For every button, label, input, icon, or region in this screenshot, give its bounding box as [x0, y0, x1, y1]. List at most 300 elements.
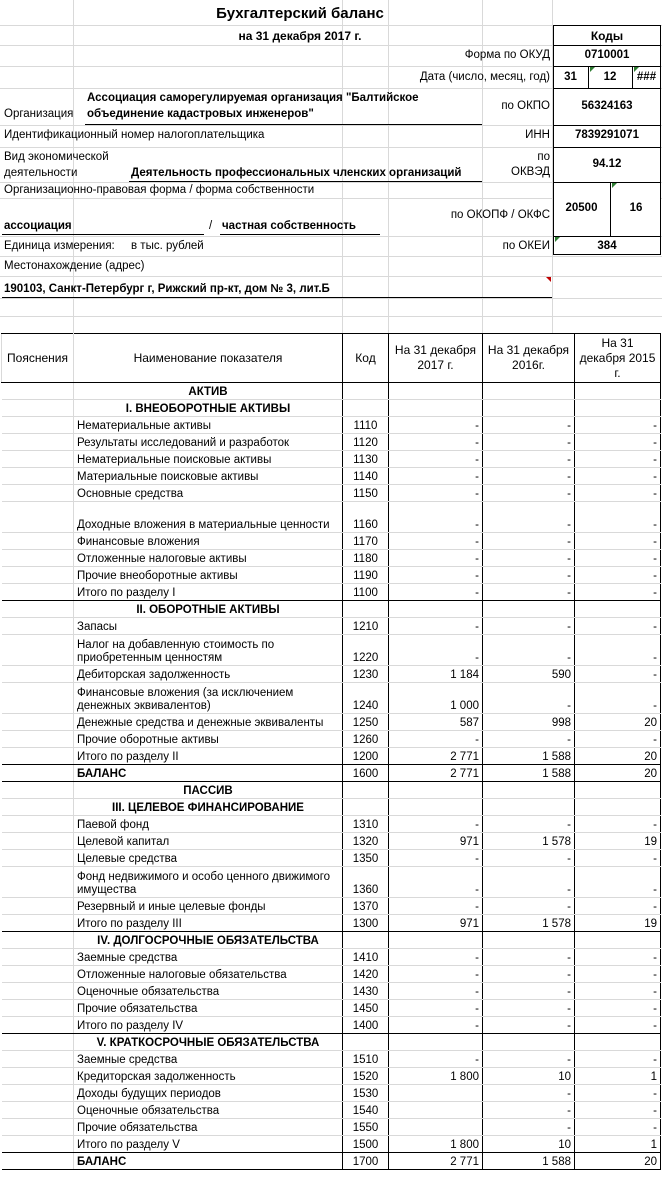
table-row — [2, 1051, 661, 1068]
report-date: на 31 декабря 2017 г. — [238, 29, 362, 43]
indicator-name: Налог на добавленную стоимость по приобретенным ценностям — [74, 635, 343, 666]
value-2017: - — [389, 434, 483, 451]
report-title: Бухгалтерский баланс — [216, 5, 384, 22]
table-row — [2, 683, 661, 714]
value-2017: - — [389, 635, 483, 666]
okei-value: 384 — [597, 240, 617, 252]
indicator-code: 1700 — [343, 1153, 389, 1170]
value-2015: - — [575, 1051, 661, 1068]
table-row — [2, 949, 661, 966]
section-header-row — [2, 932, 661, 949]
value-2017: 971 — [389, 915, 483, 932]
unit-value: в тыс. рублей — [131, 240, 204, 252]
col-header-notes: Пояснения — [2, 334, 74, 383]
notes-cell — [2, 816, 74, 833]
value-2016: - — [483, 816, 575, 833]
value-2016: - — [483, 1119, 575, 1136]
section-header-row — [2, 782, 661, 799]
indicator-code: 1420 — [343, 966, 389, 983]
value-2016: 998 — [483, 714, 575, 731]
table-row — [2, 867, 661, 898]
indicator-name: Резервный и иные целевые фонды — [74, 898, 343, 915]
code-cell — [343, 383, 389, 400]
value-2016: - — [483, 683, 575, 714]
value-2017: 1 184 — [389, 666, 483, 683]
indicator-name: Целевой капитал — [74, 833, 343, 850]
notes-cell — [2, 601, 74, 618]
date-year: ### — [636, 71, 657, 83]
indicator-name: Целевые средства — [74, 850, 343, 867]
indicator-name: Материальные поисковые активы — [74, 468, 343, 485]
indicator-code: 1190 — [343, 567, 389, 584]
value-2017: 2 771 — [389, 1153, 483, 1170]
value-2015: 1 — [575, 1068, 661, 1085]
indicator-code: 1520 — [343, 1068, 389, 1085]
indicator-code: 1540 — [343, 1102, 389, 1119]
value-2016: - — [483, 584, 575, 601]
table-row — [2, 417, 661, 434]
value-2016: - — [483, 451, 575, 468]
indicator-name: Доходные вложения в материальные ценности — [74, 502, 343, 533]
value-2015 — [575, 799, 661, 816]
value-2017: - — [389, 451, 483, 468]
value-2017 — [389, 400, 483, 417]
indicator-code: 1500 — [343, 1136, 389, 1153]
indicator-name: Итого по разделу I — [74, 584, 343, 601]
notes-cell — [2, 966, 74, 983]
section-header-row — [2, 383, 661, 400]
indicator-code: 1410 — [343, 949, 389, 966]
value-2017: - — [389, 731, 483, 748]
indicator-code: 1360 — [343, 867, 389, 898]
indicator-code: 1110 — [343, 417, 389, 434]
indicator-name: Заемные средства — [74, 1051, 343, 1068]
notes-cell — [2, 898, 74, 915]
value-2015: - — [575, 867, 661, 898]
ownership-value: частная собственность — [222, 220, 356, 232]
notes-cell — [2, 666, 74, 683]
total-row — [2, 765, 661, 782]
value-2017: - — [389, 502, 483, 533]
value-2017 — [389, 782, 483, 799]
value-2016 — [483, 782, 575, 799]
value-2015: - — [575, 618, 661, 635]
indicator-code: 1510 — [343, 1051, 389, 1068]
table-row — [2, 850, 661, 867]
value-2017 — [389, 1102, 483, 1119]
col-header-2017: На 31 декабря 2017 г. — [389, 334, 483, 383]
value-2017: - — [389, 1017, 483, 1034]
indicator-code: 1140 — [343, 468, 389, 485]
value-2017: - — [389, 485, 483, 502]
value-2016: - — [483, 434, 575, 451]
value-2017 — [389, 1034, 483, 1051]
value-2016: 1 588 — [483, 748, 575, 765]
notes-cell — [2, 468, 74, 485]
indicator-code: 1350 — [343, 850, 389, 867]
indicator-code: 1130 — [343, 451, 389, 468]
total-row — [2, 584, 661, 601]
value-2015: - — [575, 533, 661, 550]
okved-value: 94.12 — [592, 158, 622, 170]
indicator-name: БАЛАНС — [74, 765, 343, 782]
value-2016: - — [483, 1000, 575, 1017]
table-row — [2, 1085, 661, 1102]
value-2017: - — [389, 966, 483, 983]
indicator-code: 1170 — [343, 533, 389, 550]
indicator-name: Итого по разделу V — [74, 1136, 343, 1153]
value-2017 — [389, 1119, 483, 1136]
value-2016: - — [483, 468, 575, 485]
code-cell — [343, 601, 389, 618]
okved-label-line2: ОКВЭД — [511, 166, 550, 178]
value-2017: 1 800 — [389, 1068, 483, 1085]
col-header-2016: На 31 декабря 2016г. — [483, 334, 575, 383]
indicator-name: Доходы будущих периодов — [74, 1085, 343, 1102]
notes-cell — [2, 1000, 74, 1017]
activity-label-line1: Вид экономической — [4, 151, 109, 163]
inn-caption: Идентификационный номер налогоплательщика — [4, 129, 265, 141]
org-name-line1: Ассоциация саморегулируемая организация "Балтийское — [87, 92, 419, 104]
value-2015: 20 — [575, 748, 661, 765]
value-2017: 587 — [389, 714, 483, 731]
value-2016: - — [483, 567, 575, 584]
value-2017: - — [389, 850, 483, 867]
location-label: Местонахождение (адрес) — [4, 260, 145, 272]
indicator-code: 1100 — [343, 584, 389, 601]
notes-cell — [2, 782, 74, 799]
notes-cell — [2, 451, 74, 468]
indicator-name: Нематериальные активы — [74, 417, 343, 434]
value-2016: 590 — [483, 666, 575, 683]
indicator-name: Оценочные обязательства — [74, 983, 343, 1000]
notes-cell — [2, 1068, 74, 1085]
inn-label: ИНН — [525, 129, 550, 141]
value-2017: - — [389, 1000, 483, 1017]
value-2017 — [389, 1085, 483, 1102]
okud-label: Форма по ОКУД — [464, 49, 550, 61]
value-2017: 971 — [389, 833, 483, 850]
cell-note-marker — [546, 277, 551, 282]
notes-cell — [2, 502, 74, 533]
value-2016: - — [483, 1085, 575, 1102]
notes-cell — [2, 567, 74, 584]
value-2016: 1 588 — [483, 1153, 575, 1170]
codes-header: Коды — [590, 29, 624, 43]
value-2017: - — [389, 533, 483, 550]
value-2016 — [483, 601, 575, 618]
section-title: IV. ДОЛГОСРОЧНЫЕ ОБЯЗАТЕЛЬСТВА — [74, 932, 343, 949]
total-row — [2, 915, 661, 932]
section-header-row — [2, 400, 661, 417]
value-2016 — [483, 932, 575, 949]
section-title: V. КРАТКОСРОЧНЫЕ ОБЯЗАТЕЛЬСТВА — [74, 1034, 343, 1051]
code-cell — [343, 400, 389, 417]
notes-cell — [2, 550, 74, 567]
table-row — [2, 550, 661, 567]
value-2016: - — [483, 618, 575, 635]
notes-cell — [2, 1136, 74, 1153]
indicator-name: Запасы — [74, 618, 343, 635]
activity-label-line2: деятельности — [4, 167, 78, 179]
table-row — [2, 816, 661, 833]
date-month: 12 — [603, 71, 617, 83]
legal-form-caption: Организационно-правовая форма / форма собственности — [4, 184, 315, 196]
table-header-row — [2, 334, 661, 383]
indicator-name: БАЛАНС — [74, 1153, 343, 1170]
table-row — [2, 1102, 661, 1119]
balance-table — [1, 333, 661, 1170]
col-header-name: Наименование показателя — [74, 334, 343, 383]
notes-cell — [2, 683, 74, 714]
table-row — [2, 731, 661, 748]
indicator-name: Финансовые вложения (за исключением денежных эквивалентов) — [74, 683, 343, 714]
value-2015: - — [575, 666, 661, 683]
indicator-code: 1450 — [343, 1000, 389, 1017]
table-row — [2, 898, 661, 915]
value-2017: - — [389, 898, 483, 915]
code-cell — [343, 799, 389, 816]
cell-note-marker — [612, 183, 617, 188]
value-2015 — [575, 383, 661, 400]
notes-cell — [2, 949, 74, 966]
value-2016: - — [483, 850, 575, 867]
section-title: II. ОБОРОТНЫЕ АКТИВЫ — [74, 601, 343, 618]
value-2016: 1 578 — [483, 915, 575, 932]
value-2016 — [483, 383, 575, 400]
value-2016: - — [483, 983, 575, 1000]
section-header-row — [2, 799, 661, 816]
value-2017 — [389, 383, 483, 400]
value-2016: - — [483, 898, 575, 915]
indicator-name: Итого по разделу II — [74, 748, 343, 765]
notes-cell — [2, 400, 74, 417]
value-2015: - — [575, 898, 661, 915]
okopf-value: 20500 — [565, 202, 598, 214]
value-2017 — [389, 601, 483, 618]
indicator-code: 1250 — [343, 714, 389, 731]
table-row — [2, 983, 661, 1000]
total-row — [2, 1136, 661, 1153]
value-2017: 1 800 — [389, 1136, 483, 1153]
total-row — [2, 1017, 661, 1034]
okpo-label: по ОКПО — [501, 100, 550, 112]
value-2015: 20 — [575, 714, 661, 731]
section-title: ПАССИВ — [74, 782, 343, 799]
value-2016: - — [483, 485, 575, 502]
indicator-name: Денежные средства и денежные эквиваленты — [74, 714, 343, 731]
value-2017: - — [389, 567, 483, 584]
value-2016: - — [483, 731, 575, 748]
okved-label-line1: по — [537, 151, 550, 163]
value-2015: - — [575, 1119, 661, 1136]
value-2017: 2 771 — [389, 765, 483, 782]
value-2016: 1 578 — [483, 833, 575, 850]
notes-cell — [2, 748, 74, 765]
notes-cell — [2, 867, 74, 898]
indicator-code: 1120 — [343, 434, 389, 451]
indicator-name: Результаты исследований и разработок — [74, 434, 343, 451]
okei-label: по ОКЕИ — [502, 240, 550, 252]
value-2015: - — [575, 485, 661, 502]
org-label: Организация — [4, 108, 74, 120]
value-2017: - — [389, 949, 483, 966]
indicator-code: 1160 — [343, 502, 389, 533]
indicator-code: 1260 — [343, 731, 389, 748]
unit-label: Единица измерения: — [4, 240, 115, 252]
indicator-name: Заемные средства — [74, 949, 343, 966]
indicator-name: Отложенные налоговые активы — [74, 550, 343, 567]
value-2015: - — [575, 1017, 661, 1034]
table-row — [2, 451, 661, 468]
notes-cell — [2, 584, 74, 601]
value-2017: - — [389, 618, 483, 635]
value-2016: - — [483, 533, 575, 550]
indicator-code: 1430 — [343, 983, 389, 1000]
indicator-name: Основные средства — [74, 485, 343, 502]
table-row — [2, 833, 661, 850]
indicator-code: 1370 — [343, 898, 389, 915]
table-row — [2, 434, 661, 451]
value-2015 — [575, 400, 661, 417]
value-2015: - — [575, 966, 661, 983]
notes-cell — [2, 383, 74, 400]
notes-cell — [2, 1119, 74, 1136]
okpo-value: 56324163 — [581, 100, 633, 112]
indicator-code: 1180 — [343, 550, 389, 567]
value-2015: 1 — [575, 1136, 661, 1153]
value-2015: - — [575, 1000, 661, 1017]
value-2015: 19 — [575, 833, 661, 850]
indicator-code: 1230 — [343, 666, 389, 683]
indicator-code: 1400 — [343, 1017, 389, 1034]
value-2015 — [575, 1034, 661, 1051]
table-row — [2, 1119, 661, 1136]
legal-form-separator: / — [209, 220, 213, 232]
value-2017: - — [389, 468, 483, 485]
value-2017: 1 000 — [389, 683, 483, 714]
value-2016 — [483, 1034, 575, 1051]
value-2016: - — [483, 1102, 575, 1119]
notes-cell — [2, 1034, 74, 1051]
indicator-name: Прочие внеоборотные активы — [74, 567, 343, 584]
value-2017: - — [389, 1051, 483, 1068]
value-2015: - — [575, 983, 661, 1000]
value-2016 — [483, 799, 575, 816]
value-2015: - — [575, 502, 661, 533]
notes-cell — [2, 1102, 74, 1119]
value-2015: - — [575, 731, 661, 748]
notes-cell — [2, 714, 74, 731]
code-cell — [343, 932, 389, 949]
value-2017: 2 771 — [389, 748, 483, 765]
value-2015: - — [575, 567, 661, 584]
value-2016 — [483, 400, 575, 417]
notes-cell — [2, 1153, 74, 1170]
value-2015: - — [575, 451, 661, 468]
value-2016: - — [483, 417, 575, 434]
notes-cell — [2, 1017, 74, 1034]
indicator-code: 1220 — [343, 635, 389, 666]
activity-value: Деятельность профессиональных членских организаций — [131, 167, 462, 179]
value-2017: - — [389, 867, 483, 898]
section-title: III. ЦЕЛЕВОЕ ФИНАНСИРОВАНИЕ — [74, 799, 343, 816]
section-title: АКТИВ — [74, 383, 343, 400]
value-2015: - — [575, 468, 661, 485]
table-row — [2, 502, 661, 533]
table-row — [2, 666, 661, 683]
col-header-2015: На 31 декабря 2015 г. — [575, 334, 661, 383]
table-row — [2, 567, 661, 584]
value-2017: - — [389, 584, 483, 601]
org-name-line2: объединение кадастровых инженеров" — [87, 108, 314, 120]
indicator-code: 1240 — [343, 683, 389, 714]
value-2015: - — [575, 850, 661, 867]
indicator-name: Финансовые вложения — [74, 533, 343, 550]
value-2016: 10 — [483, 1136, 575, 1153]
notes-cell — [2, 915, 74, 932]
notes-cell — [2, 833, 74, 850]
okfs-value: 16 — [629, 202, 643, 214]
value-2015: - — [575, 949, 661, 966]
value-2016: - — [483, 949, 575, 966]
value-2015 — [575, 932, 661, 949]
table-row — [2, 618, 661, 635]
value-2017: - — [389, 983, 483, 1000]
notes-cell — [2, 850, 74, 867]
indicator-name: Прочие оборотные активы — [74, 731, 343, 748]
value-2015: 19 — [575, 915, 661, 932]
indicator-name: Отложенные налоговые обязательства — [74, 966, 343, 983]
indicator-code: 1320 — [343, 833, 389, 850]
notes-cell — [2, 731, 74, 748]
value-2016: - — [483, 635, 575, 666]
indicator-name: Итого по разделу III — [74, 915, 343, 932]
indicator-name: Фонд недвижимого и особо ценного движимого имущества — [74, 867, 343, 898]
value-2015: - — [575, 550, 661, 567]
indicator-name: Дебиторская задолженность — [74, 666, 343, 683]
notes-cell — [2, 799, 74, 816]
value-2016: 1 588 — [483, 765, 575, 782]
indicator-name: Итого по разделу IV — [74, 1017, 343, 1034]
code-cell — [343, 782, 389, 799]
notes-cell — [2, 983, 74, 1000]
col-header-code: Код — [343, 334, 389, 383]
table-row — [2, 1068, 661, 1085]
value-2015: - — [575, 1102, 661, 1119]
value-2016: - — [483, 1051, 575, 1068]
notes-cell — [2, 417, 74, 434]
indicator-name: Прочие обязательства — [74, 1000, 343, 1017]
value-2016: - — [483, 1017, 575, 1034]
value-2015: 20 — [575, 765, 661, 782]
notes-cell — [2, 1085, 74, 1102]
indicator-code: 1300 — [343, 915, 389, 932]
section-title: I. ВНЕОБОРОТНЫЕ АКТИВЫ — [74, 400, 343, 417]
notes-cell — [2, 932, 74, 949]
indicator-code: 1550 — [343, 1119, 389, 1136]
value-2015: - — [575, 417, 661, 434]
notes-cell — [2, 533, 74, 550]
date-day: 31 — [564, 71, 577, 83]
value-2015: - — [575, 816, 661, 833]
indicator-code: 1310 — [343, 816, 389, 833]
value-2015: - — [575, 1085, 661, 1102]
address-value: 190103, Санкт-Петербург г, Рижский пр-кт, дом № 3, лит.Б — [4, 283, 330, 295]
value-2017: - — [389, 550, 483, 567]
value-2015: - — [575, 434, 661, 451]
notes-cell — [2, 635, 74, 666]
